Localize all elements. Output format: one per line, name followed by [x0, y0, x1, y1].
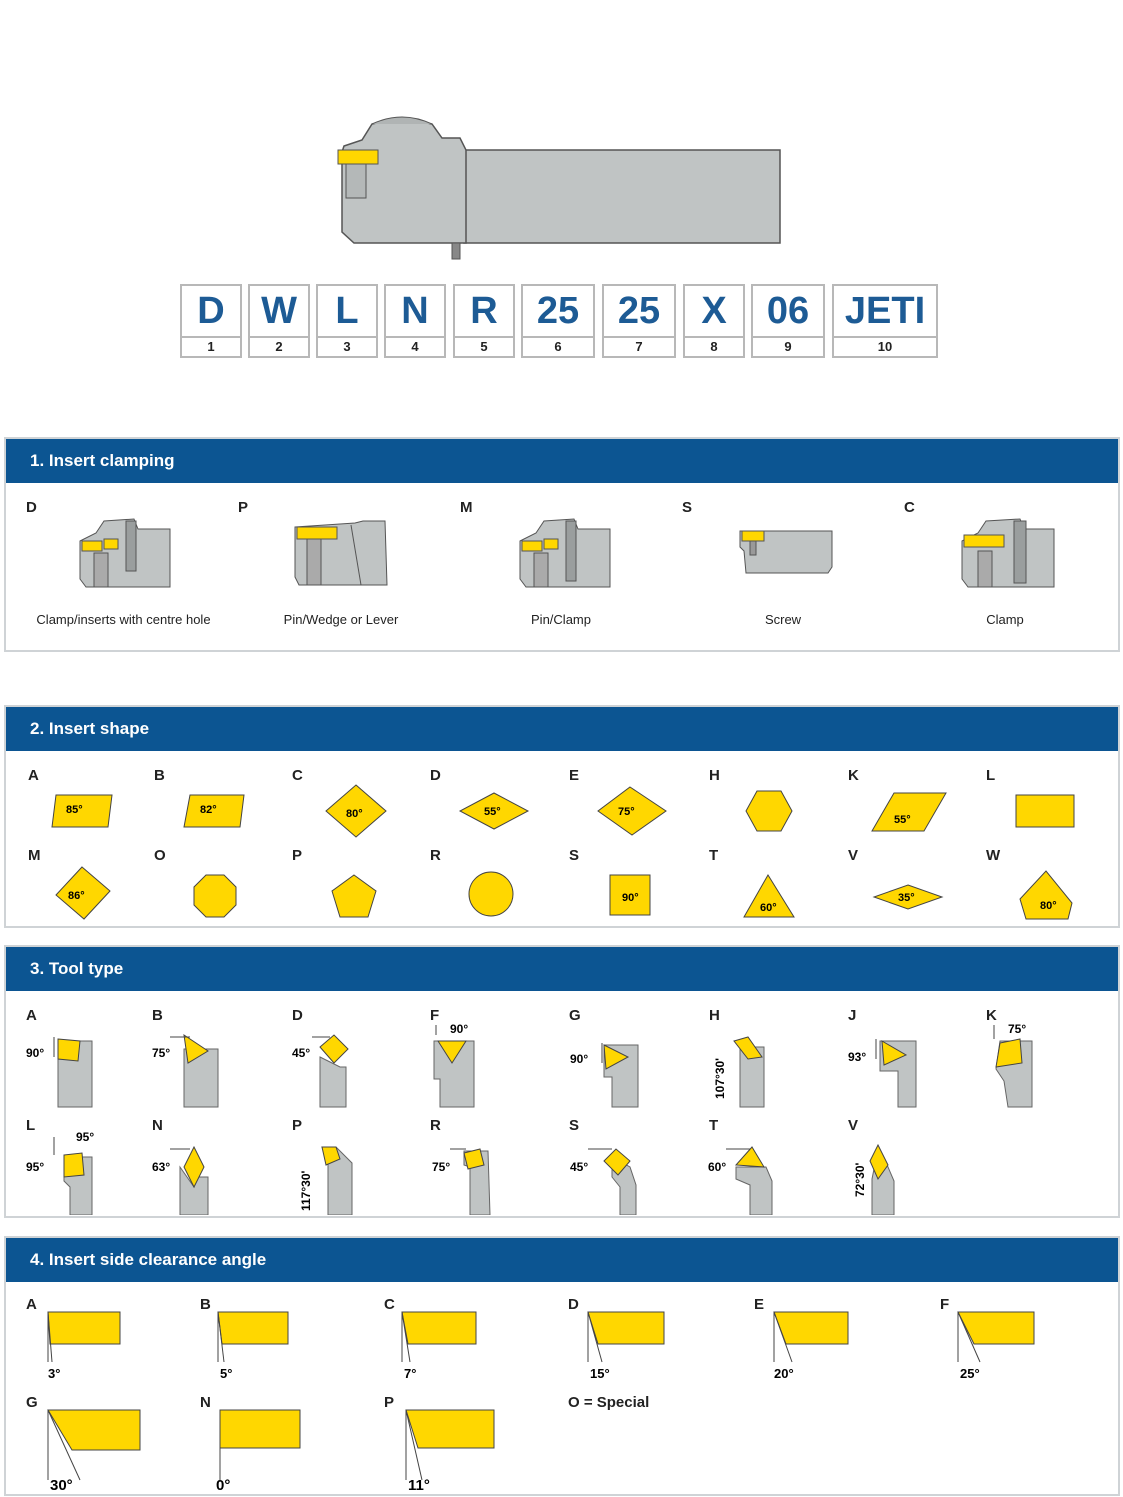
code-letter: N — [384, 284, 446, 338]
shape-angle: 75° — [618, 806, 635, 818]
clearance-f-icon — [942, 1308, 1042, 1382]
tool-s-icon — [568, 1141, 648, 1215]
shape-angle: 80° — [1040, 900, 1057, 912]
tool-type-code: V — [848, 1117, 859, 1134]
tool-k-icon — [986, 1021, 1066, 1109]
clamping-caption: Screw — [764, 612, 802, 627]
clearance-code: C — [384, 1296, 395, 1313]
tool-angle: 75° — [152, 1046, 171, 1060]
clamping-caption: Clamp — [986, 612, 1024, 627]
shape-code: H — [709, 767, 720, 784]
clearance-a-icon — [32, 1308, 132, 1382]
tool-angle: 45° — [292, 1046, 311, 1060]
tool-b-icon — [150, 1027, 230, 1109]
tool-angle: 107°30' — [713, 1057, 727, 1099]
shape-p-icon — [330, 873, 378, 919]
shape-s-icon — [608, 873, 654, 919]
tool-type-code: F — [430, 1007, 440, 1024]
clearance-d-icon — [572, 1308, 672, 1382]
shape-m-icon — [54, 865, 112, 923]
clearance-e-icon — [758, 1308, 858, 1382]
clearance-code: D — [568, 1296, 579, 1313]
tool-type-code: D — [292, 1007, 303, 1024]
tool-type-code: N — [152, 1117, 163, 1134]
shape-code: E — [569, 767, 580, 784]
shape-k-icon — [870, 791, 950, 833]
shape-b-icon — [182, 791, 252, 831]
tool-type-code: J — [848, 1007, 857, 1024]
section-tool-type — [4, 945, 1120, 1218]
shape-d-icon — [458, 791, 532, 831]
shape-angle: 86° — [68, 890, 85, 902]
code-number: 2 — [248, 336, 310, 358]
shape-w-icon — [1018, 869, 1078, 921]
section-title: 1. Insert clamping — [6, 439, 1118, 483]
section-title: 3. Tool type — [6, 947, 1118, 991]
code-box-4 — [384, 284, 446, 360]
clearance-c-icon — [386, 1308, 486, 1382]
tool-type-code: B — [152, 1007, 163, 1024]
tool-angle: 63° — [152, 1160, 171, 1174]
code-letter: 06 — [751, 284, 825, 338]
code-box-9 — [751, 284, 825, 360]
shape-h-icon — [744, 789, 794, 833]
tool-angle: 95° — [76, 1130, 95, 1144]
clamping-code: C — [904, 499, 915, 516]
code-letter: 25 — [521, 284, 595, 338]
shape-code: P — [292, 847, 303, 864]
tool-type-code: K — [986, 1007, 997, 1024]
code-number: 7 — [602, 336, 676, 358]
section-insert-clamping — [4, 437, 1120, 652]
shape-code: A — [28, 767, 39, 784]
clamping-code: S — [682, 499, 693, 516]
code-letter: L — [316, 284, 378, 338]
clamping-caption: Clamp/inserts with centre hole — [36, 612, 211, 627]
shape-code: O — [154, 847, 166, 864]
shape-e-icon — [596, 785, 668, 837]
code-number: 3 — [316, 336, 378, 358]
shape-code: C — [292, 767, 303, 784]
shape-code: V — [848, 847, 859, 864]
clearance-code: A — [26, 1296, 37, 1313]
section-clearance-angle — [4, 1236, 1120, 1496]
tool-v-icon — [846, 1141, 926, 1215]
shape-code: M — [28, 847, 41, 864]
shape-code: R — [430, 847, 441, 864]
shape-l-icon — [1014, 793, 1078, 831]
clamp-c-icon — [958, 513, 1058, 591]
code-box-2 — [248, 284, 310, 360]
clamp-s-icon — [736, 527, 836, 577]
special-note: O = Special — [568, 1394, 650, 1411]
code-box-5 — [453, 284, 515, 360]
shape-t-icon — [742, 873, 796, 919]
shape-angle: 80° — [346, 808, 363, 820]
tool-angle: 75° — [1008, 1022, 1027, 1036]
tool-d-icon — [290, 1027, 370, 1109]
shape-c-icon — [324, 783, 388, 839]
clearance-code: E — [754, 1296, 765, 1313]
code-number: 1 — [180, 336, 242, 358]
tool-angle: 95° — [26, 1160, 45, 1174]
tool-type-code: T — [709, 1117, 719, 1134]
tool-type-code: P — [292, 1117, 303, 1134]
code-number: 9 — [751, 336, 825, 358]
clearance-code: N — [200, 1394, 211, 1411]
shape-angle: 55° — [484, 806, 501, 818]
section-title: 2. Insert shape — [6, 707, 1118, 751]
clamping-code: D — [26, 499, 37, 516]
shape-angle: 82° — [200, 804, 217, 816]
shape-r-icon — [466, 869, 516, 919]
clamping-caption: Pin/Wedge or Lever — [283, 612, 399, 627]
clamp-m-icon — [516, 513, 616, 591]
tool-a-icon — [24, 1027, 104, 1109]
clamp-d-icon — [76, 513, 176, 591]
clearance-angle: 7° — [404, 1366, 417, 1381]
tool-angle: 75° — [432, 1160, 451, 1174]
clearance-g-icon — [32, 1406, 146, 1490]
tool-g-icon — [568, 1027, 648, 1109]
clamp-p-icon — [291, 517, 391, 589]
shape-code: W — [986, 847, 1001, 864]
code-box-1 — [180, 284, 242, 360]
clearance-code: G — [26, 1394, 38, 1411]
tool-angle: 117°30' — [299, 1170, 313, 1211]
clearance-angle: 3° — [48, 1366, 61, 1381]
tool-angle: 90° — [450, 1022, 469, 1036]
tool-t-icon — [706, 1141, 786, 1215]
tool-p-icon — [296, 1141, 376, 1215]
shape-angle: 60° — [760, 902, 777, 914]
tool-j-icon — [846, 1027, 926, 1109]
code-number: 10 — [832, 336, 938, 358]
tool-h-icon — [706, 1023, 786, 1109]
clearance-angle: 15° — [590, 1366, 610, 1381]
tool-type-code: L — [26, 1117, 36, 1134]
tool-angle: 90° — [570, 1052, 589, 1066]
clearance-angle: 5° — [220, 1366, 233, 1381]
tool-type-code: H — [709, 1007, 720, 1024]
code-letter: R — [453, 284, 515, 338]
code-letter: 25 — [602, 284, 676, 338]
tool-angle: 90° — [26, 1046, 45, 1060]
tool-n-icon — [150, 1141, 230, 1215]
tool-angle: 93° — [848, 1050, 867, 1064]
tool-r-icon — [430, 1141, 510, 1215]
clearance-n-icon — [206, 1406, 306, 1490]
tool-angle: 60° — [708, 1160, 727, 1174]
clearance-angle: 20° — [774, 1366, 794, 1381]
shape-code: L — [986, 767, 996, 784]
code-box-7 — [602, 284, 676, 360]
code-box-3 — [316, 284, 378, 360]
shape-o-icon — [192, 873, 238, 919]
clearance-code: B — [200, 1296, 211, 1313]
clearance-p-icon — [390, 1406, 500, 1490]
shape-code: D — [430, 767, 441, 784]
code-letter: X — [683, 284, 745, 338]
tool-angle: 72°30' — [853, 1162, 867, 1197]
tool-type-code: A — [26, 1007, 37, 1024]
tool-holder-illustration — [332, 112, 784, 262]
section-title: 4. Insert side clearance angle — [6, 1238, 1118, 1282]
clearance-angle: 0° — [216, 1477, 231, 1490]
clamping-code: M — [460, 499, 473, 516]
tool-angle: 45° — [570, 1160, 589, 1174]
shape-code: K — [848, 767, 859, 784]
clamping-caption: Pin/Clamp — [531, 612, 591, 627]
shape-angle: 85° — [66, 804, 83, 816]
code-number: 8 — [683, 336, 745, 358]
code-number: 6 — [521, 336, 595, 358]
tool-type-code: G — [569, 1007, 581, 1024]
code-letter: W — [248, 284, 310, 338]
section-insert-shape — [4, 705, 1120, 928]
shape-angle: 35° — [898, 892, 915, 904]
code-box-6 — [521, 284, 595, 360]
shape-code: B — [154, 767, 165, 784]
shape-angle: 90° — [622, 892, 639, 904]
shape-v-icon — [872, 883, 944, 913]
tool-type-code: S — [569, 1117, 580, 1134]
shape-angle: 55° — [894, 814, 911, 826]
tool-l-icon — [24, 1129, 114, 1215]
clearance-angle: 11° — [408, 1477, 430, 1490]
code-box-10 — [832, 284, 938, 360]
clearance-angle: 25° — [960, 1366, 980, 1381]
tool-f-icon — [430, 1021, 510, 1109]
tool-type-code: R — [430, 1117, 441, 1134]
code-letter: JETI — [832, 284, 938, 338]
clearance-code: P — [384, 1394, 395, 1411]
code-box-8 — [683, 284, 745, 360]
clearance-code: F — [940, 1296, 950, 1313]
shape-code: T — [709, 847, 719, 864]
clamping-code: P — [238, 499, 249, 516]
code-number: 5 — [453, 336, 515, 358]
shape-code: S — [569, 847, 580, 864]
code-letter: D — [180, 284, 242, 338]
clearance-angle: 30° — [50, 1477, 73, 1490]
code-number: 4 — [384, 336, 446, 358]
shape-a-icon — [50, 791, 120, 831]
clearance-b-icon — [202, 1308, 302, 1382]
